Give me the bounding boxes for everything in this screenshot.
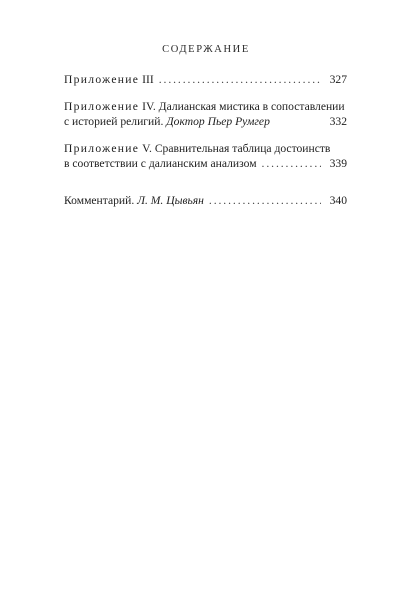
page-number: 340 [329,194,347,207]
entry-title: Комментарий. [64,194,135,207]
dot-leader [159,72,321,87]
toc-entry-appendix-3[interactable] [64,72,347,87]
toc-entry-line [64,72,347,87]
toc-entry-line [64,156,347,171]
dot-leader [209,193,321,208]
page-number: 339 [329,157,347,170]
toc-entry-line [64,99,347,114]
page-heading: СОДЕРЖАНИЕ [162,44,250,55]
entry-title: V. Сравнительная таблица достоинств [142,142,331,155]
entry-label: Приложение [64,100,140,113]
toc-entry-appendix-5[interactable] [64,141,347,171]
entry-title: IV. Далианская мистика в сопоставлении [142,100,345,113]
entry-title-continued: с историей религий. [64,115,164,128]
toc-entry-commentary[interactable] [64,193,347,208]
page-number: 327 [329,73,347,86]
toc-entry-line [64,114,347,129]
entry-author: Доктор Пьер Румгер [166,115,270,128]
entry-author: Л. М. Цывьян [137,194,204,207]
toc-entry-line [64,193,347,208]
dot-leader [262,156,321,171]
entry-label: Приложение [64,73,140,86]
entry-title: III [142,73,154,86]
entry-title-continued: в соответствии с далианским анализом [64,157,257,170]
toc-entry-line [64,141,347,156]
table-of-contents [64,72,347,208]
entry-label: Приложение [64,142,140,155]
toc-entry-appendix-4[interactable] [64,99,347,129]
page-number: 332 [329,115,347,128]
